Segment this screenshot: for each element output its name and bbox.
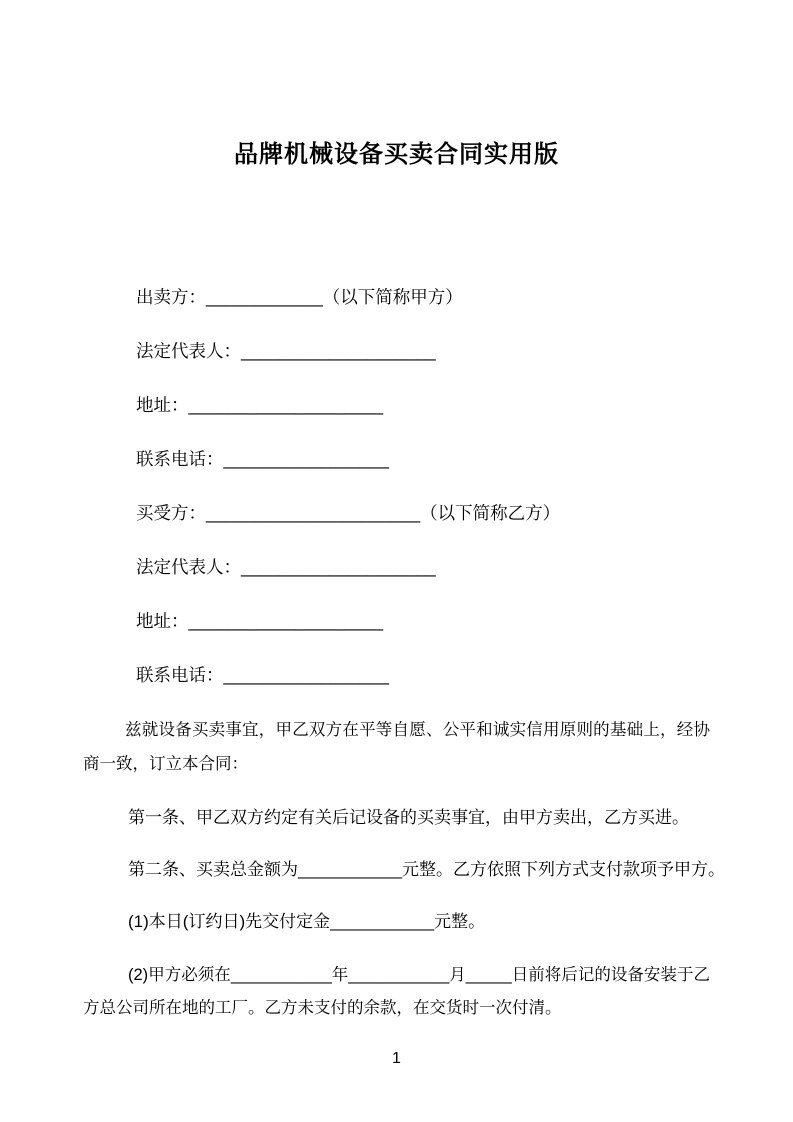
- party-field-seller-legal-representative: 法定代表人：____________________: [136, 341, 436, 361]
- document-content: [0, 140, 793, 1025]
- party-field-seller-address: 地址：____________________: [136, 395, 384, 415]
- clause-article-1: 第一条、甲乙双方约定有关后记设备的买卖事宜，由甲方卖出，乙方买进。: [128, 808, 689, 827]
- party-field-buyer-address: 地址：____________________: [136, 611, 384, 631]
- party-field-buyer-phone: 联系电话：_________________: [136, 665, 389, 685]
- clause-payment-item-1: (1)本日(订约日)先交付定金___________元整。: [128, 912, 486, 931]
- document-title: 品牌机械设备买卖合同实用版: [234, 141, 559, 168]
- party-field-buyer: 买受方：______________________（以下简称乙方）: [136, 503, 561, 523]
- party-field-buyer-legal-representative: 法定代表人：____________________: [136, 557, 436, 577]
- page-number: 1: [392, 1050, 401, 1067]
- clause-payment-item-2: (2)甲方必须在___________年___________月_____日前将后记的设备安装于乙方总公司所在地的工厂。乙方未支付的余款，在交货时一次付清。: [83, 966, 710, 1017]
- clause-article-2: 第二条、买卖总金额为___________元整。乙方依照下列方式支付款项予甲方。: [128, 860, 725, 879]
- party-info-block: [83, 287, 710, 685]
- party-field-seller: 出卖方：____________（以下简称甲方）: [136, 287, 463, 307]
- party-field-seller-phone: 联系电话：_________________: [136, 449, 389, 469]
- clause-intro: 兹就设备买卖事宜，甲乙双方在平等自愿、公平和诚实信用原则的基础上，经协商一致，订立本合同：: [83, 721, 710, 773]
